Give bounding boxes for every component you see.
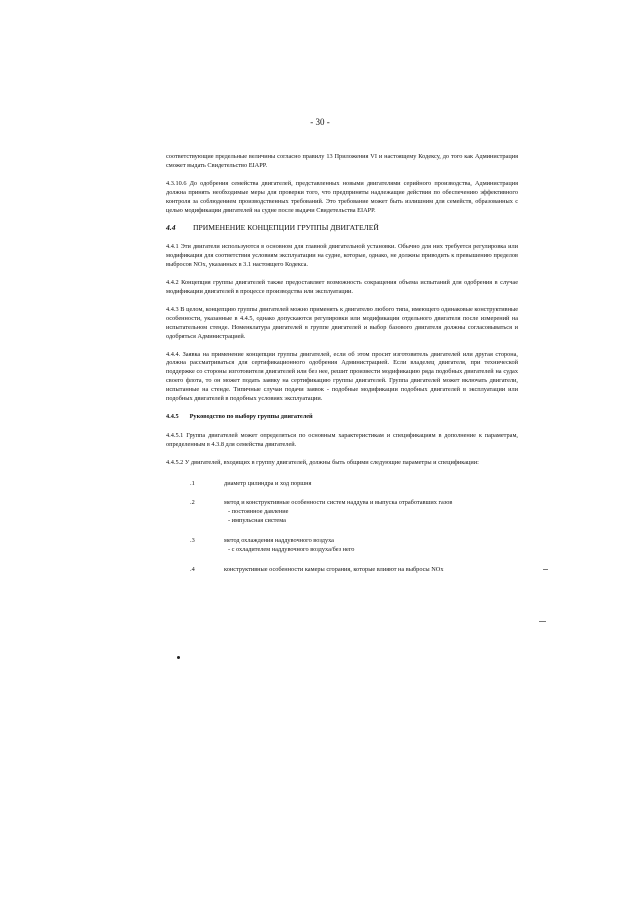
section-title: ПРИМЕНЕНИЕ КОНЦЕПЦИИ ГРУППЫ ДВИГАТЕЛЕЙ: [193, 223, 379, 233]
paragraph-4-4-3: 4.4.3 В целом, концепцию группы двигателей можно применять к двигателю любого типа, имеющего одинаковые конструктивные особенности, указанные в 4.4.5, однако допускаются регулировки или модификации отдельного двигателя после измерений на испытательном стенде. Номенклатура двигателей в группе двигателей и выбор базового двигателя должны согласовываться и одобряться Администрацией.: [166, 305, 518, 340]
subsection-title: Руководство по выбору группы двигателей: [189, 412, 313, 420]
list-item: [166, 499, 518, 526]
scan-dash-mark: [543, 569, 548, 570]
section-heading-4-4: [166, 224, 518, 233]
paragraph-4-4-5-1: 4.4.5.1 Группа двигателей может определяться по основным характеристикам и спецификациям в дополнение к параметрам, определенным в 4.3.8 для семейства двигателей.: [166, 431, 518, 448]
subsection-number: 4.4.5: [166, 412, 179, 420]
section-number: 4.4: [166, 223, 176, 233]
list-item-number: .3: [190, 537, 195, 545]
list-subitem: - постоянное давление: [228, 508, 289, 516]
list-item-text: диаметр цилиндра и ход поршня: [224, 479, 312, 487]
paragraph-4-4-5-2: 4.4.5.2 У двигателей, входящих в группу двигателей, должны быть общими следующие параметры и спецификации:: [166, 458, 479, 466]
scan-dot-mark: [177, 656, 180, 659]
list-item-number: .4: [190, 566, 195, 573]
list-item: [166, 480, 518, 489]
list-item-number: .1: [190, 479, 195, 487]
intro-paragraph: соответствующие предельные величины согласно правилу 13 Приложения VI и настоящему Кодексу, до того как Администрация сможет выдать Свидетельство EIAPP.: [166, 153, 518, 169]
scan-dash-mark: [539, 621, 546, 622]
list-item-number: .2: [190, 499, 195, 507]
paragraph-4-4-2: 4.4.2 Концепция группы двигателей также предоставляет возможность сокращения объема испытаний для одобрения в случае модификации двигателей в процессе производства или эксплуатации.: [166, 279, 518, 295]
list-item: [166, 537, 518, 555]
list-subitem: - импульсная система: [228, 517, 286, 525]
document-body: [166, 153, 518, 586]
page-number: - 30 -: [310, 117, 330, 127]
subsection-heading-4-4-5: [166, 413, 518, 422]
list-item-text: конструктивные особенности камеры сгорания, которые влияют на выбросы NOx: [224, 566, 444, 573]
parameter-list: [166, 480, 518, 575]
paragraph-4-4-4: 4.4.4. Заявка на применение концепции группы двигателей, если об этом просит изготовитель двигателей или другая сторона, должна рассматриваться для сертификационного одобрения Администрацией. Если владелец двигателя, при технической поддержке со стороны изготовителя двигателей или без нее, решит произвести модификацию ряда подобных двигателей на судах своего флота, то он может подать заявку на сертификацию группы двигателей. Группа двигателей может включать двигатели, испытанные на стенде. Типичные случаи подачи заявок - подобные модификации подобных двигателей в эксплуатации или подобных двигателей в подобных условиях эксплуатации.: [166, 350, 518, 403]
list-item-text: метод охлаждения наддувочного воздуха: [224, 537, 334, 545]
list-subitem: - с охладителем наддувочного воздуха/без него: [228, 546, 355, 554]
list-item: [166, 566, 518, 575]
paragraph-4-3-10-6: 4.3.10.6 До одобрения семейства двигателей, представленных новыми двигателями серийного производства, Администрация должна принять необходимые меры для проверки того, что предприняты надлежащие действия по обеспечению эффективного контроля за соблюдением производственных требований. Это требование может быть излишним для семейств, образованных с целью модификации двигателей на судне после выдачи Свидетельства EIAPP.: [166, 179, 518, 214]
paragraph-4-4-1: 4.4.1 Эти двигатели используются в основном для главной двигательной установки. Обычно для них требуется регулировка или модификация для соответствия условиям эксплуатации на судне, которые, однако, не должны приводить к превышению пределов выбросов NOx, указанных в 3.1 настоящего Кодекса.: [166, 243, 518, 269]
list-item-text: метод и конструктивные особенности систем наддува и выпуска отработавших газов: [224, 499, 453, 507]
